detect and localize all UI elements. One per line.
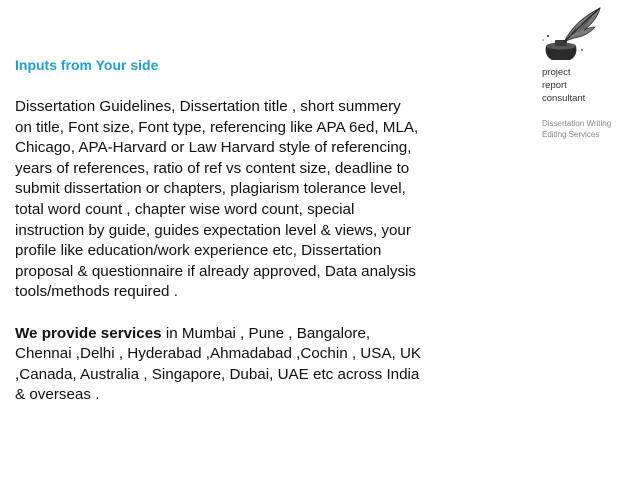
paragraph-line: profile like education/work experience etc, Dissertation: [15, 242, 382, 260]
inputs-paragraph: [15, 97, 455, 303]
logo-tagline: [542, 119, 611, 140]
slide-heading: Inputs from Your side: [15, 57, 159, 73]
paragraph-line: proposal & questionnaire if already approved, Data analysis: [15, 262, 417, 280]
paragraph-line: years of references, ratio of ref vs content size, deadline to: [15, 159, 410, 177]
paragraph-line: & overseas .: [15, 386, 100, 404]
paragraph-line: submit dissertation or chapters, plagiarism tolerance level,: [15, 180, 406, 198]
paragraph-line: [15, 324, 455, 345]
paragraph-line: Chennai ,Delhi , Hyderabad ,Ahmadabad ,Cochin , USA, UK: [15, 345, 422, 363]
paragraph-line: Chicago, APA-Harvard or Law Harvard style of referencing,: [15, 139, 412, 157]
logo-tagline-line: Dissertation Writing: [542, 119, 612, 128]
paragraph-line: tools/methods required .: [15, 283, 178, 301]
paragraph-line: Dissertation Guidelines, Dissertation title , short summery: [15, 98, 401, 115]
logo-name-line: consultant: [542, 93, 586, 104]
paragraph-line: total word count , chapter wise word count, special: [15, 200, 355, 218]
paragraph-spacer: [15, 303, 455, 324]
logo-name-line: project: [542, 67, 571, 78]
logo-name: [542, 66, 585, 105]
slide-body: [15, 97, 455, 406]
services-cities: in Mumbai , Pune , Bangalore,: [161, 324, 371, 342]
logo-tagline-line: Editing Services: [542, 129, 600, 139]
services-lead: We provide services: [15, 324, 162, 342]
paragraph-line: on title, Font size, Font type, referencing like APA 6ed, MLA,: [15, 118, 419, 136]
quill-pen-icon: [540, 6, 610, 68]
paragraph-line: ,Canada, Australia , Singapore, Dubai, UAE etc across India: [15, 365, 420, 383]
paragraph-line: instruction by guide, guides expectation level & views, your: [15, 221, 411, 239]
services-paragraph: [15, 324, 455, 406]
company-logo: [532, 0, 632, 160]
logo-name-line: report: [542, 80, 567, 91]
